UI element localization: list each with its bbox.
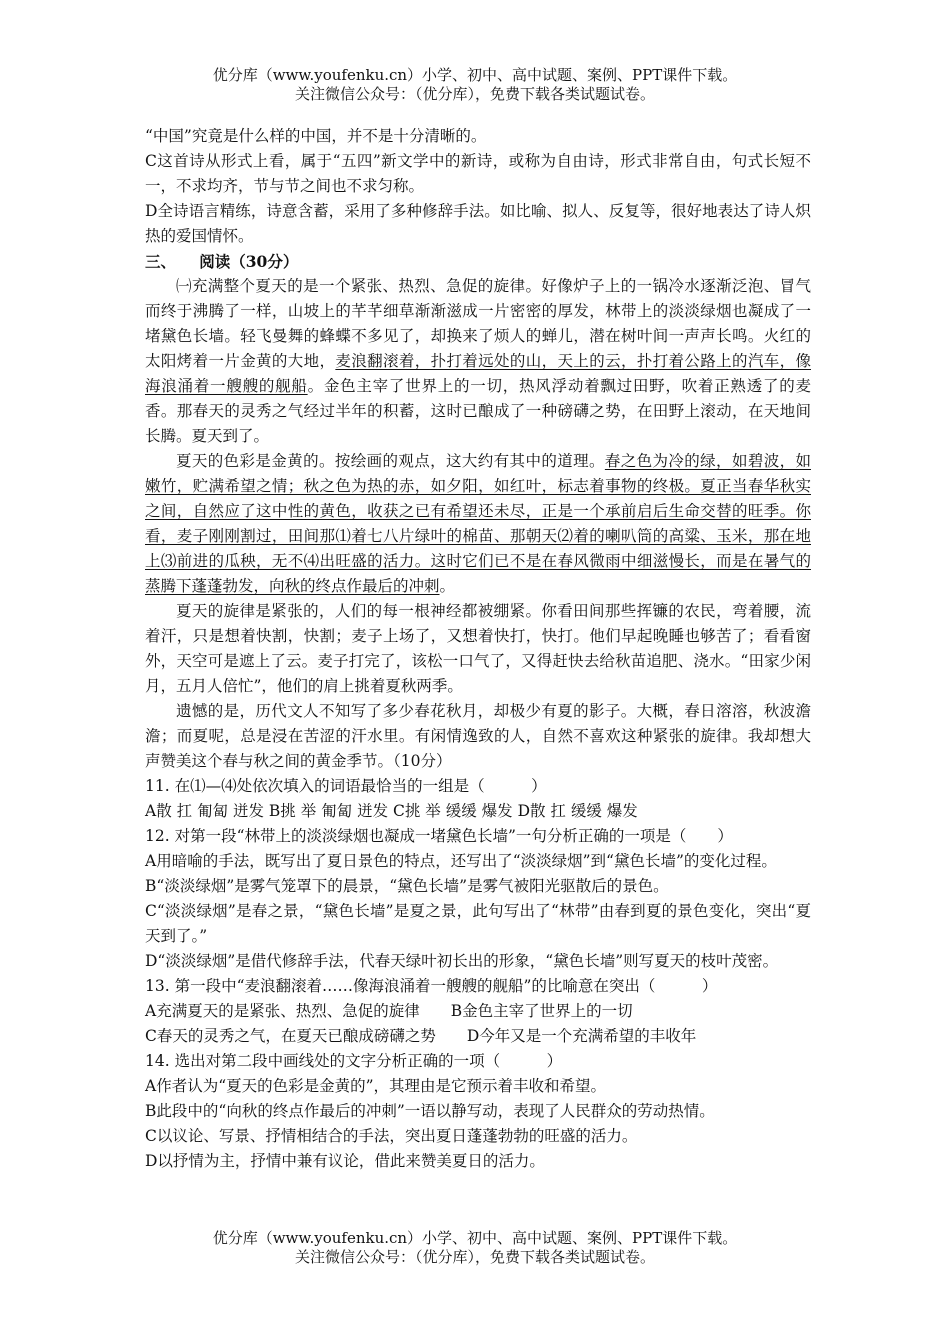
question-13-options-ab: A充满夏天的是紧张、热烈、急促的旋律 B金色主宰了世界上的一切 xyxy=(145,1002,633,1020)
header-line-2: 关注微信公众号：（优分库），免费下载各类试题试卷。 xyxy=(294,85,655,103)
question-14: 14. 选出对第二段中画线处的文字分析正确的一项（ ） xyxy=(145,1052,563,1070)
question-12-option-b: B“淡淡绿烟”是雾气笼罩下的晨景，“黛色长墙”是雾气被阳光驱散后的景色。 xyxy=(145,877,669,895)
passage-paragraph-3: 夏天的旋律是紧张的，人们的每一根神经都被绷紧。你看田间那些挥镰的农民，弯着腰，流着汗，只是想着快割，快割；麦子上场了，又想着快打，快打。他们早起晚睡也够苦了；看看窗外，天空可是遮上了云。麦子打完了，该松一口气了，又得赶快去给秋苗追肥、浇水。“田家少闲月，五月人倍忙”，他们的肩上挑着夏秋两季。 xyxy=(145,602,811,695)
p2-underlined: 春之色为冷的绿，如碧波，如嫩竹，贮满希望之情；秋之色为热的赤，如夕阳，如红叶，标志着事物的终极。夏正当春华秋实之间，自然应了这中性的黄色，收获之已有希望还未尽，正是一个承前启后生命交替的旺季。你看，麦子刚刚割过，田间那⑴着七八片绿叶的棉苗、那朝天⑵着的喇叭筒的高粱、玉米，那在地上⑶前进的瓜秧，无不⑷出旺盛的活力。这时它们已不是在春风微雨中细滋慢长，而是在暑气的蒸腾下蓬蓬勃发，向秋的终点作最后的冲刺 xyxy=(145,452,811,595)
p2-text-a: 夏天的色彩是金黄的。按绘画的观点，这大约有其中的道理。 xyxy=(176,452,605,470)
footer-line-2: 关注微信公众号：（优分库），免费下载各类试题试卷。 xyxy=(294,1248,655,1266)
section-title: 三、 阅读（30分） xyxy=(145,252,299,271)
prev-option-c: C这首诗从形式上看，属于“五四”新文学中的新诗，或称为自由诗，形式非常自由，句式长短不一，不求均齐，节与节之间也不求匀称。 xyxy=(145,152,811,195)
p2-text-b: 。 xyxy=(439,577,456,595)
page-footer xyxy=(0,1229,950,1267)
passage-paragraph-4: 遗憾的是，历代文人不知写了多少春花秋月，却极少有夏的影子。大概，春日溶溶，秋波澹澹；而夏呢，总是浸在苦涩的汗水里。有闲情逸致的人，自然不喜欢这种紧张的旋律。我却想大声赞美这个春与秋之间的黄金季节。（10分） xyxy=(145,702,811,770)
question-13-options-cd: C春天的灵秀之气，在夏天已酿成磅礴之势 D今年又是一个充满希望的丰收年 xyxy=(145,1027,697,1045)
page-header xyxy=(0,66,950,104)
page-content xyxy=(145,124,811,1174)
question-14-option-a: A作者认为“夏天的色彩是金黄的”，其理由是它预示着丰收和希望。 xyxy=(145,1077,607,1095)
question-14-option-c: C以议论、写景、抒情相结合的手法，突出夏日蓬蓬勃勃的旺盛的活力。 xyxy=(145,1127,638,1145)
question-13: 13. 第一段中“麦浪翻滚着……像海浪涌着一艘艘的舰船”的比喻意在突出（ ） xyxy=(145,977,718,995)
question-14-option-d: D以抒情为主，抒情中兼有议论，借此来赞美夏日的活力。 xyxy=(145,1152,545,1170)
passage-paragraph-1 xyxy=(145,274,811,449)
question-12: 12. 对第一段“林带上的淡淡绿烟也凝成一堵黛色长墙”一句分析正确的一项是（ ） xyxy=(145,827,733,845)
question-12-option-d: D“淡淡绿烟”是借代修辞手法，代春天绿叶初长出的形象，“黛色长墙”则写夏天的枝叶茂密。 xyxy=(145,952,779,970)
question-12-option-c: C“淡淡绿烟”是春之景，“黛色长墙”是夏之景，此句写出了“林带”由春到夏的景色变化，突出“夏天到了。” xyxy=(145,902,811,945)
question-12-option-a: A用暗喻的手法，既写出了夏日景色的特点，还写出了“淡淡绿烟”到“黛色长墙”的变化过程。 xyxy=(145,852,777,870)
p1-underlined: 麦浪翻滚着，扑打着远处的山，天上的云，扑打着公路上的汽车，像海浪涌着一艘艘的舰船 xyxy=(145,352,811,395)
prev-question-tail: “中国”究竟是什么样的中国，并不是十分清晰的。 xyxy=(145,127,487,145)
footer-line-1: 优分库（www.youfenku.cn）小学、初中、高中试题、案例、PPT课件下载。 xyxy=(212,1229,738,1247)
header-line-1: 优分库（www.youfenku.cn）小学、初中、高中试题、案例、PPT课件下载。 xyxy=(212,66,738,84)
question-14-option-b: B此段中的“向秋的终点作最后的冲刺”一语以静写动，表现了人民群众的劳动热情。 xyxy=(145,1102,715,1120)
prev-option-d: D全诗语言精练，诗意含蓄，采用了多种修辞手法。如比喻、拟人、反复等，很好地表达了诗人炽热的爱国情怀。 xyxy=(145,202,811,245)
question-11-options: A散 扛 匍匐 迸发 B挑 举 匍匐 迸发 C挑 举 缓缓 爆发 D散 扛 缓缓 爆发 xyxy=(145,802,638,820)
passage-paragraph-2 xyxy=(145,449,811,599)
question-11: 11. 在⑴—⑷处依次填入的词语最恰当的一组是（ ） xyxy=(145,777,547,795)
p1-text-b: 。金色主宰了世界上的一切，热风浮动着飘过田野，吹着正熟透了的麦香。那春天的灵秀之气经过半年的积蓄，这时已酿成了一种磅礴之势，在田野上滚动，在天地间长腾。夏天到了。 xyxy=(145,377,811,445)
p1-text-a: ㈠充满整个夏天的是一个紧张、热烈、急促的旋律。好像炉子上的一锅冷水逐渐泛泡、冒气而终于沸腾了一样，山坡上的芊芊细草渐渐滋成一片密密的厚发，林带上的淡淡绿烟也凝成了一堵黛色长墙。轻飞曼舞的蜂蝶不多见了，却换来了烦人的蝉儿，潜在树叶间一声声长鸣。火红的太阳烤着一片金黄的大地， xyxy=(145,277,811,370)
